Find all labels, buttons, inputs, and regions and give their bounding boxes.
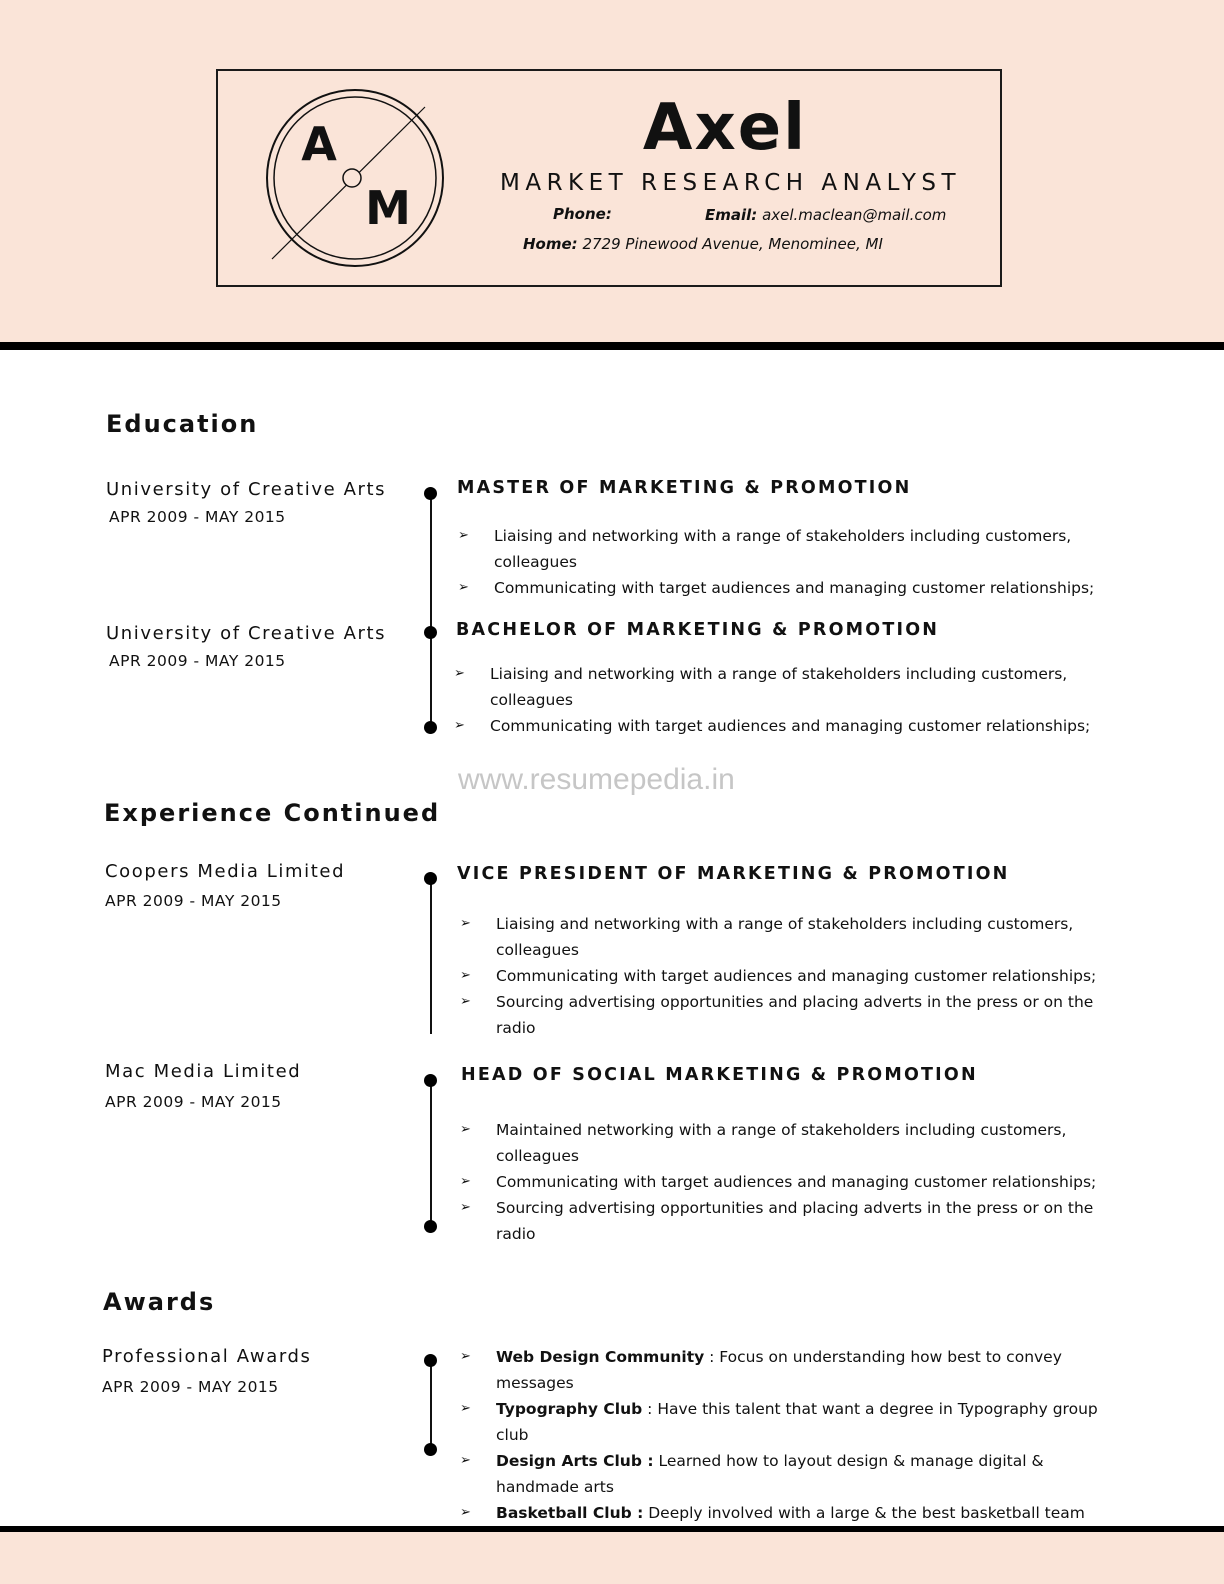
education-1-org: University of Creative Arts	[106, 479, 387, 500]
experience-1-bullets	[460, 911, 1120, 1037]
education-1-dates: APR 2009 - MAY 2015	[109, 508, 286, 526]
list-item: ➢ Typography Club : Have this talent that want a degree in Typography group club	[460, 1396, 1120, 1448]
experience-1-timeline	[430, 874, 432, 1034]
experience-2-dates: APR 2009 - MAY 2015	[105, 1093, 282, 1111]
education-2-org: University of Creative Arts	[106, 623, 387, 644]
awards-heading: Awards	[103, 1288, 216, 1316]
awards-list	[460, 1344, 1120, 1522]
list-item: ➢ Design Arts Club : Learned how to layout design & manage digital & handmade arts	[460, 1448, 1120, 1500]
header-divider	[0, 342, 1224, 350]
list-item: ➢ Maintained networking with a range of stakeholders including customers, colleagues	[460, 1117, 1120, 1169]
education-timeline	[430, 494, 432, 728]
monogram-initial-a: A	[301, 117, 337, 171]
experience-1-dates: APR 2009 - MAY 2015	[105, 892, 282, 910]
timeline-dot	[424, 487, 437, 500]
list-item: ➢ Communicating with target audiences and managing customer relationships;	[458, 575, 1108, 601]
home-value: 2729 Pinewood Avenue, Menominee, MI	[582, 235, 883, 253]
arrow-bullet-icon: ➢	[460, 1200, 471, 1215]
email-line	[705, 206, 946, 224]
education-heading: Education	[106, 410, 259, 438]
arrow-bullet-icon: ➢	[460, 1349, 471, 1364]
arrow-bullet-icon: ➢	[460, 1401, 471, 1416]
list-item: ➢ Liaising and networking with a range of stakeholders including customers, colleagues	[454, 661, 1104, 713]
phone-line	[553, 205, 612, 223]
arrow-bullet-icon: ➢	[460, 1122, 471, 1137]
arrow-bullet-icon: ➢	[460, 1453, 471, 1468]
timeline-dot	[424, 1220, 437, 1233]
arrow-bullet-icon: ➢	[460, 1174, 471, 1189]
arrow-bullet-icon: ➢	[460, 916, 471, 931]
timeline-dot	[424, 1354, 437, 1367]
list-item: ➢ Liaising and networking with a range of stakeholders including customers, colleagues	[458, 523, 1108, 575]
experience-2-role: HEAD OF SOCIAL MARKETING & PROMOTION	[461, 1065, 978, 1085]
monogram-initial-m: M	[365, 181, 411, 235]
experience-1-role: VICE PRESIDENT OF MARKETING & PROMOTION	[457, 864, 1010, 884]
home-line	[523, 235, 883, 253]
experience-2-timeline	[430, 1080, 432, 1228]
list-item: ➢ Communicating with target audiences and managing customer relationships;	[454, 713, 1104, 739]
timeline-dot	[424, 1443, 437, 1456]
candidate-name: Axel	[642, 91, 808, 165]
timeline-dot	[424, 721, 437, 734]
timeline-dot	[424, 872, 437, 885]
arrow-bullet-icon: ➢	[460, 994, 471, 1009]
arrow-bullet-icon: ➢	[460, 968, 471, 983]
arrow-bullet-icon: ➢	[454, 666, 465, 681]
list-item: ➢ Communicating with target audiences and managing customer relationships;	[460, 963, 1120, 989]
arrow-bullet-icon: ➢	[454, 718, 465, 733]
experience-1-org: Coopers Media Limited	[105, 861, 346, 882]
education-1-bullets	[458, 523, 1108, 605]
email-label: Email:	[705, 206, 758, 224]
experience-2-bullets	[460, 1117, 1120, 1243]
timeline-dot	[424, 626, 437, 639]
education-1-role: MASTER OF MARKETING & PROMOTION	[457, 478, 912, 498]
monogram-logo	[262, 87, 448, 273]
education-2-role: BACHELOR OF MARKETING & PROMOTION	[456, 620, 940, 640]
arrow-bullet-icon: ➢	[460, 1505, 471, 1520]
watermark: www.resumepedia.in	[458, 763, 735, 796]
experience-2-org: Mac Media Limited	[105, 1061, 302, 1082]
email-value[interactable]: axel.maclean@mail.com	[762, 206, 947, 224]
home-label: Home:	[523, 235, 578, 253]
awards-org: Professional Awards	[102, 1346, 312, 1367]
list-item: ➢ Liaising and networking with a range of stakeholders including customers, colleagues	[460, 911, 1120, 963]
education-2-dates: APR 2009 - MAY 2015	[109, 652, 286, 670]
list-item: ➢ Web Design Community : Focus on understanding how best to convey messages	[460, 1344, 1120, 1396]
experience-heading: Experience Continued	[104, 799, 441, 827]
list-item: ➢ Communicating with target audiences and managing customer relationships;	[460, 1169, 1120, 1195]
phone-label: Phone:	[553, 205, 612, 223]
awards-dates: APR 2009 - MAY 2015	[102, 1378, 279, 1396]
list-item: ➢ Basketball Club : Deeply involved with a large & the best basketball team	[460, 1500, 1120, 1552]
job-title: MARKET RESEARCH ANALYST	[500, 170, 962, 196]
education-2-bullets	[454, 661, 1104, 743]
list-item: ➢ Sourcing advertising opportunities and placing adverts in the press or on the radio	[460, 1195, 1120, 1247]
list-item: ➢ Sourcing advertising opportunities and placing adverts in the press or on the radio	[460, 989, 1120, 1041]
footer-band	[0, 1532, 1224, 1584]
timeline-dot	[424, 1074, 437, 1087]
awards-timeline	[430, 1360, 432, 1450]
arrow-bullet-icon: ➢	[458, 580, 469, 595]
arrow-bullet-icon: ➢	[458, 528, 469, 543]
